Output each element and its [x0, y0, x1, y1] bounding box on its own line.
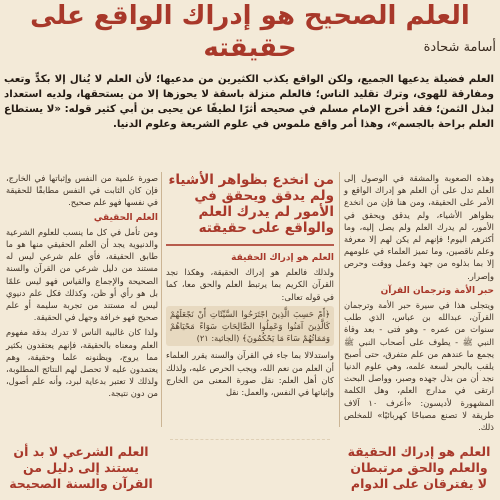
quran-verse: ﴿أَمْ حَسِبَ الَّذِينَ اجْتَرَحُوا السَّيِّئَاتِ أَنْ نَجْعَلَهُمْ كَالَّذِينَ آمَنُوا وَعَمِلُوا الصَّالِحَاتِ سَوَاءً مَحْيَاهُمْ وَمَمَاتُهُمْ سَاءَ مَا يَحْكُمُونَ﴾ (الجاثية: ٢١)	[166, 306, 334, 347]
column-divider	[339, 172, 340, 427]
pull-quote: من انخدع بظواهر الأشياء ولم يدقق ويحقق في الأمور لم يدرك العلم والواقع على حقيقته	[168, 172, 334, 236]
column-middle	[166, 172, 334, 427]
pull-quote-rule	[166, 244, 334, 246]
body-paragraph: ويتجلى هذا في سيرة حبر الأمة وترجمان القرآن، عبدالله بن عباس، الذي طلب سنوات من عمره - وهو فتى - بعد وفاة النبي ﷺ - يطوف على أصحاب النبي ﷺ يجمع ما عندهم من علم متفرق، حتى أصبح يلقب بالبحر لسعة علمه، وهي علوم الدنيا نجد أن من بذل جهده وصبر، وواصل البحث ارتقى في مدارج العلم، وهل الكلمة المشهورة لأديسون: «أعرف ١٠ آلاف طريقة لا تصنع مصباحًا كهربائيًا» للمخلص ذلك.	[344, 300, 494, 433]
body-paragraph: واستدلالا بما جاء في القرآن والسنة يقرر العلماء أن العلم من نعم الله، ويجب الحرص عليه، ولذلك كان أهل العلم: نقل صورة المعنى من الخارج وإثباتها في النفس، والعمل: نقل	[166, 350, 334, 398]
section-subhead: العلم الحقيقي	[93, 212, 158, 223]
column-left	[6, 172, 158, 427]
body-paragraph: ولذلك فالعلم هو إدراك الحقيقة، وهكذا نجد القرآن الكريم بما يرتبط العلم والحق معا، كما في قوله تعالى:	[166, 267, 334, 302]
author-name: أسامة شحادة	[423, 40, 496, 55]
column-right	[344, 172, 494, 433]
section-subhead: حبر الأمة وترجمان القرآن	[380, 285, 494, 296]
body-paragraph: صورة علمية من النفس وإثباتها في الخارج، فإن كان الثابت في النفس مطابقًا للحقيقة في نفسها فهو علم صحيح.	[6, 173, 158, 208]
column-divider	[161, 172, 162, 427]
body-paragraph: ومن تأمل في كل ما ينسب للعلوم الشرعية والدنيوية يجد أن العلم الحقيقي منها هو ما طابق الحقيقة، فأي علم شرعي ليس له مستند من دليل شرعي من القرآن والسنة الصحيحة والإجماع والقياس فهو ليس علمًا بل هو رأي أو ظن، وكذلك فكل علم دنيوي ليس له مستند من تجربة سليمة أو علم صحيح فهو خرافة وجهل في الحقيقة.	[6, 226, 158, 323]
body-paragraph: وهذه الصعوبة والمشقة في الوصول إلى العلم تدل على أن العلم هو إدراك الواقع و الأمر على الحقيقة، ومن هنا فإن من انخدع بظواهر الأشياء، ولم يدقق ويحقق في الأمور، لم يدرك العلم ولم يصل إليه، وما أكثرهم اليوم! فإنهم لم يكن لهم إلا معرفة وعلم ناقصين، وما تميز العلماء في علومهم إلا بما بذلوه من جهد وعمل ووقت وحرص وإصرار.	[344, 173, 494, 281]
lead-paragraph: العلم فضيلة يدعيها الجميع، ولكن الواقع يكذب الكثيرين من مدعيها؛ لأن العلم لا يُنال إلا بكدٍّ وتعب ومفارقة للهوى، وترك تقليد الناس؛ فالعلم منزلة باسقة لا يحوزها إلا من يستحقها، ولديه استعداد لبذل الثمن؛ فقد أخرج الإمام مسلم في صحيحه أثرًا لطيفًا عن يحيى بن أبي كثير قوله: «لا يستطاع العلم براحة بالجسم»، وهذا أمر واقع ملموس في علوم الشريعة وعلوم الدنيا.	[4, 74, 494, 130]
section-subhead: العلم هو إدراك الحقيقة	[231, 253, 334, 263]
highlight-box-right: العلم هو إدراك الحقيقة والعلم والحق مرتبطان لا يفترقان على الدوام	[347, 444, 491, 491]
article-title: العلم الصحيح هو إدراك الواقع على حقيقته	[30, 1, 470, 63]
highlight-box-left: العلم الشرعي لا بد أن يستند إلى دليل من القرآن والسنة الصحيحة	[9, 444, 153, 491]
body-paragraph: ولذا كان غالبية الناس لا تدرك بدقة مفهوم العلم ومعناه بالحقيقة، فإنهم يعتقدون بكثير مما يروج، ويظنونه علما وحقيقة، وهم يعتمدون عليه لا تحصل لهم النتائج المطلوبة، ولذلك لا تعتبر بدعاية لبرد، وأنه علم أصول، من دون نتيجة.	[6, 327, 158, 399]
decorative-clock-ornament	[170, 439, 330, 500]
